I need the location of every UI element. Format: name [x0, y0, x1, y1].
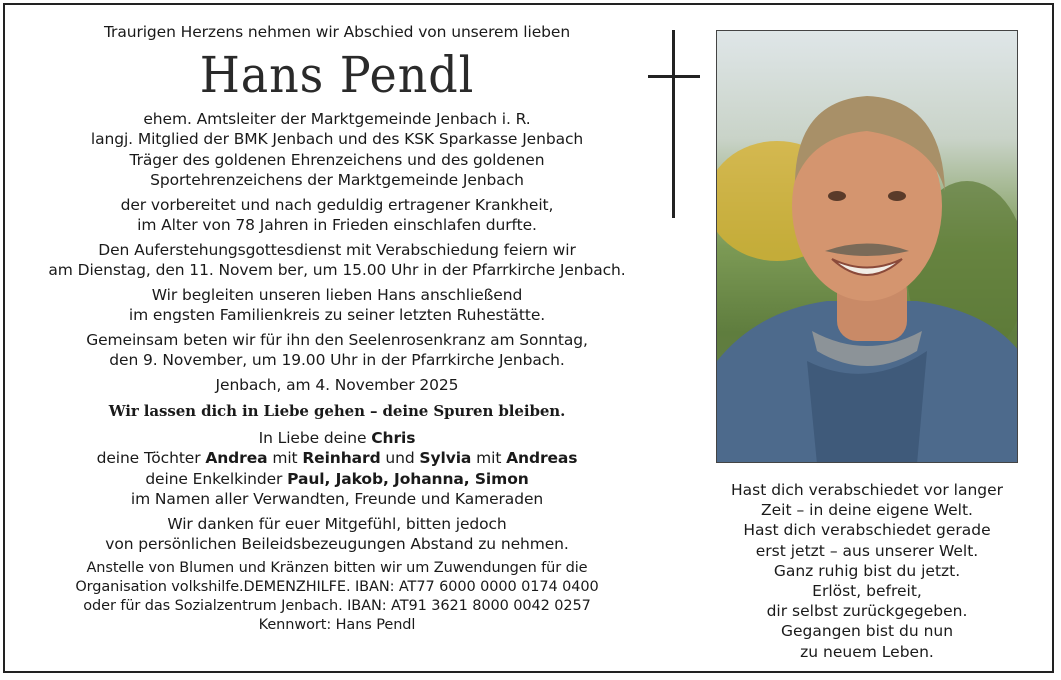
daughter-name: Andrea	[205, 449, 268, 467]
cross-icon	[672, 30, 675, 218]
bio-block	[12, 109, 662, 191]
donation-line: Organisation volkshilfe.DEMENZHILFE. IBAN: AT77 6000 0000 0174 0400	[75, 578, 599, 595]
donation-line: oder für das Sozialzentrum Jenbach. IBAN: AT91 3621 8000 0042 0257	[83, 597, 591, 614]
service-line: am Dienstag, den 11. Novem ber, um 15.00 Uhr in der Pfarrkirche Jenbach.	[48, 261, 626, 279]
illness-line: im Alter von 78 Jahren in Frieden einschlafen durfte.	[137, 216, 537, 234]
thanks-block	[12, 514, 662, 555]
partner-name: Reinhard	[302, 449, 381, 467]
donation-block	[12, 559, 662, 635]
others-line: im Namen aller Verwandten, Freunde und Kameraden	[130, 490, 544, 508]
poem-line: Gegangen bist du nun	[780, 622, 954, 641]
wife-name: Chris	[371, 428, 416, 447]
burial-line: im engsten Familienkreis zu seiner letzten Ruhestätte.	[128, 306, 546, 324]
poem-line: erst jetzt – aus unserer Welt.	[755, 541, 979, 560]
partner-name: Andreas	[506, 449, 578, 467]
portrait-illustration	[717, 31, 1018, 463]
grandchildren-prefix: deine Enkelkinder	[145, 469, 288, 488]
intro-line: Traurigen Herzens nehmen wir Abschied von unserem lieben	[103, 23, 571, 41]
cross-icon-bar	[648, 75, 700, 78]
poem-line: Erlöst, befreit,	[812, 582, 922, 601]
bio-line: Sportehrenzeichens der Marktgemeinde Jenbach	[150, 171, 524, 189]
deceased-name: Hans Pendl	[199, 45, 475, 104]
donation-line: Anstelle von Blumen und Kränzen bitten wir um Zuwendungen für die	[86, 559, 588, 576]
bio-line: langj. Mitglied der BMK Jenbach und des KSK Sparkasse Jenbach	[90, 130, 584, 148]
bio-line: Träger des goldenen Ehrenzeichens und des goldenen	[129, 150, 545, 169]
grandchildren-names: Paul, Jakob, Johanna, Simon	[287, 469, 529, 488]
poem-line: zu neuem Leben.	[800, 642, 934, 661]
connector: mit	[267, 449, 303, 467]
thanks-line: Wir danken für euer Mitgefühl, bitten jedoch	[167, 514, 507, 533]
portrait-photo	[716, 30, 1018, 463]
family-block	[12, 428, 662, 510]
thanks-line: von persönlichen Beileidsbezeugungen Abstand zu nehmen.	[105, 535, 569, 553]
service-line: Den Auferstehungsgottesdienst mit Verabschiedung feiern wir	[98, 240, 576, 259]
place-date: Jenbach, am 4. November 2025	[215, 375, 459, 394]
illness-line: der vorbereitet und nach geduldig ertragener Krankheit,	[120, 195, 554, 214]
daughters-line	[12, 448, 662, 469]
connector: mit	[471, 449, 507, 467]
burial-line: Wir begleiten unseren lieben Hans anschließend	[151, 285, 523, 304]
poem-line: Hast dich verabschiedet gerade	[743, 521, 991, 540]
donation-line: Kennwort: Hans Pendl	[258, 616, 416, 633]
burial-block	[12, 285, 662, 326]
notice-text-column	[12, 22, 662, 635]
rosary-line: Gemeinsam beten wir für ihn den Seelenrosenkranz am Sonntag,	[86, 330, 588, 349]
bio-line: ehem. Amtsleiter der Marktgemeinde Jenbach i. R.	[143, 109, 531, 128]
poem-line: Ganz ruhig bist du jetzt.	[773, 561, 961, 580]
illness-block	[12, 195, 662, 236]
wife-prefix: In Liebe deine	[258, 428, 372, 447]
rosary-line: den 9. November, um 19.00 Uhr in der Pfarrkirche Jenbach.	[109, 351, 565, 369]
poem-line: Zeit – in deine eigene Welt.	[761, 501, 973, 520]
motto: Wir lassen dich in Liebe gehen – deine Spuren bleiben.	[108, 402, 566, 420]
poem-block	[716, 480, 1018, 662]
poem-line: Hast dich verabschiedet vor langer	[730, 481, 1004, 499]
rosary-block	[12, 330, 662, 371]
connector: und	[380, 449, 420, 467]
service-block	[12, 240, 662, 281]
daughters-prefix: deine Töchter	[96, 449, 206, 467]
poem-line: dir selbst zurückgegeben.	[766, 602, 968, 621]
wife-line	[12, 428, 662, 449]
grandchildren-line	[12, 469, 662, 490]
daughter-name: Sylvia	[419, 449, 472, 467]
